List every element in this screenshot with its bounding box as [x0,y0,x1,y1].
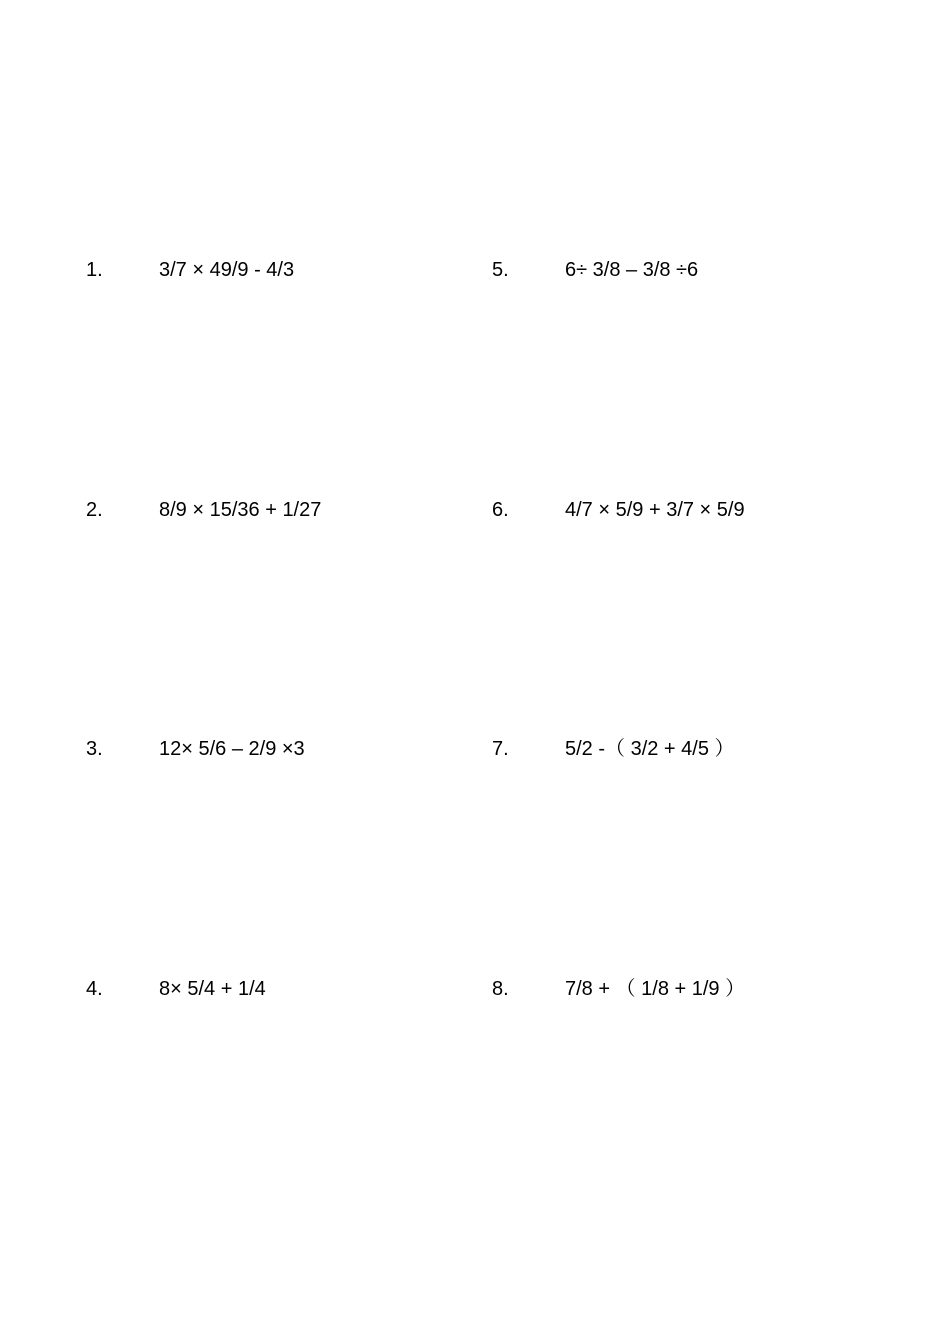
problem-expression: 8× 5/4 + 1/4 [159,978,266,1000]
problem-expression: 4/7 × 5/9 + 3/7 × 5/9 [565,499,745,521]
problem-number: 1. [86,259,103,281]
problem-expression: 8/9 × 15/36 + 1/27 [159,499,322,521]
problem-expression: 12× 5/6 – 2/9 ×3 [159,738,305,760]
problem-number: 4. [86,978,103,1000]
problem-number: 3. [86,738,103,760]
problem-expression: 7/8 + （ 1/8 + 1/9 ） [565,978,746,1000]
problem-number: 7. [492,738,509,760]
problem-number: 5. [492,259,509,281]
problem-expression: 3/7 × 49/9 - 4/3 [159,259,295,281]
problem-number: 6. [492,499,509,521]
problem-number: 8. [492,978,509,1000]
problem-number: 2. [86,499,103,521]
problem-expression: 6÷ 3/8 – 3/8 ÷6 [565,259,699,281]
problem-expression: 5/2 -（ 3/2 + 4/5 ） [565,738,735,760]
